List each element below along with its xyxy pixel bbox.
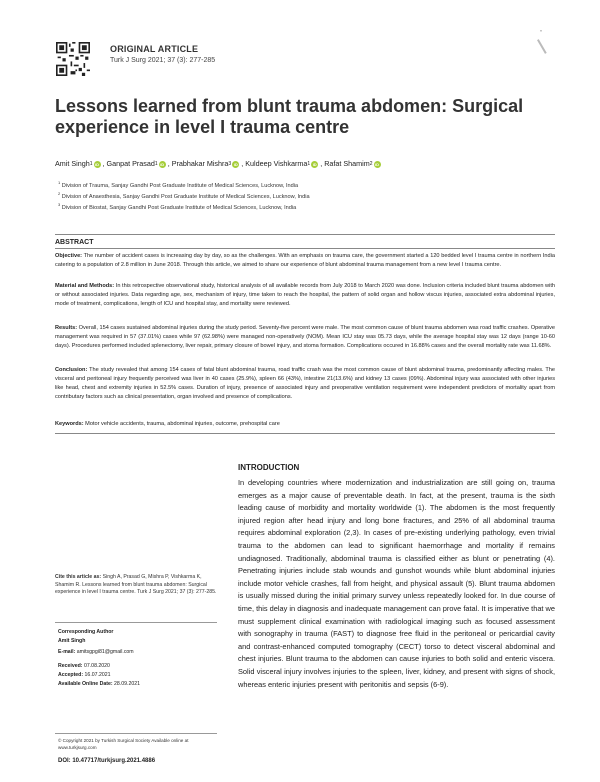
author: Amit Singh 1 iD , [55,159,105,168]
abstract-methods: Material and Methods: In this retrospective observational study, historical analysis of all available records from July 2018 to March 2020 was done. Inclusion criteria included blunt trauma abdomen with or without associated injuries. Data regarding age, sex, mechanism of injury, time taken to reach the hospital, the pattern of solid organ and hollow viscus injuries, associated extra abdominal injuries, mode of treatment, complications, length of ICU and hospital stay, and mortality were reviewed. [55,283,555,307]
doi-link[interactable]: DOI: 10.47717/turkjsurg.2021.4886 [58,758,156,764]
orcid-icon[interactable]: iD [375,161,380,167]
abstract-conclusion: Conclusion: The study revealed that among 154 cases of fatal blunt abdominal trauma, road traffic crash was the most common cause of blunt abdominal trauma, predominantly affecting males. The visceral and peritoneal injury frequently perceived was liver in 40 cases (25.9%), spleen 66 (43%), intestine 21(13.6%) and kidney 13 cases (09%). Abdominal injury was associated with other injuries like head, chest and extremity injuries in 52.5% cases. Duration of injury, presence of associated injury and preoperative ventilation requirement were independent predictors of mortality apart from contributary factors such as clinical presentation, organ involved and presence of complications. [55,367,556,400]
author-name: Ganpat Prasad [106,159,155,168]
available-online-date: Available Online Date: 28.09.2021 [58,681,141,687]
accepted-date: Accepted: 16.07.2021 [58,672,111,678]
qr-code-icon [56,42,90,76]
author: Prabhakar Mishra 3 iD , [171,159,244,168]
affiliation: $^2$ Division of Anaesthesia, Sanjay Gandhi Post Graduate Institute of Medical Sciences, Lucknow, India [58,191,310,200]
corresponding-author-name: Amit Singh [58,638,86,644]
introduction-body: In developing countries where modernization and industrialization are still going on, trauma emerges as a major cause of preventable death. In fact, at the present, trauma is the sixth leading cause of morbidity and mortality worldwide (1). The abdomen is the most frequently injured region after head injury and long bone fractures, and 25% of all abdominal trauma requires abdominal exploration (2,3). In cases of pre-existing underlying pathology, even trivial trauma to the abdomen can lead to significant haemorrhage and mortality if remains undiagnosed. Traditionally, abdominal trauma is classified either as blunt or penetrating (4). Penetrating injuries include stab wounds and gunshot wounds while blunt abdominal injuries include motor vehicle crashes, fall from height, and physical assault (5). Blunt trauma abdomen is usually missed during the initial primary survey unless repeatedly looked for. In due course of time, this delay in diagnosis and inadequate management can prove fatal. It is imperative that we must supplement clinical examination with radiological imaging such as focused assessment with sonography in trauma (FAST) to diagnose free fluid in the peritoneal or pericardial cavity and contrast-enhanced computed tomography (CECT) torso to detect visceral abdominal and chest injuries. Blunt trauma to the abdomen can cause injuries to both solid and enteric viscera. Solid visceral injury involves injuries to the spleen, liver, kidney, and present with signs of shock, whereas enteric injuries present with peritonitis and sepsis (6-9). [238,478,555,689]
author: Kuldeep Vishkarma 1 iD , [245,159,323,168]
author [324,159,382,169]
corresponding-author-heading: Corresponding Author [58,629,114,635]
abstract-objective: Objective: The number of accident cases is increasing day by day, so as the challenges. With an emphasis on trauma care, the government started a 120 bedded level I trauma centre in northern India catering to a population of 2.8 million in June 2018. Through this article, we aimed to share our experience of blunt abdominal trauma management from a new level I trauma centre. [55,253,555,268]
author-affiliation-sup: 1 [307,161,311,167]
received-date: Received: 07.08.2020 [58,663,110,669]
author: Ganpat Prasad 1 iD , [106,159,170,168]
orcid-icon[interactable]: iD [233,161,238,167]
author-name: Kuldeep Vishkarma [245,159,308,168]
orcid-icon[interactable]: iD [312,161,317,167]
svg-text:»: » [539,28,543,33]
divider [55,248,555,249]
divider [55,733,217,734]
abstract-results: Results: Overall, 154 cases sustained abdominal injuries during the study period. Seventy-five percent were male. The most common cause of blunt trauma abdomen was road traffic crashes. Operative management was required in 57 (37.01%) cases while 97 (62.98%) were managed non-operatively (NOM). Mean ICU stay was 05.73 days, while the average hospital stay was 12 days (range 10-60 days). Procedures performed included splenectomy, liver repair, primary closure of bowel injury, and stoma formation. Complications occured in 16.88% cases and the overall mortality rate was 11.68%. [55,325,555,349]
author-affiliation-sup: 1 [154,161,158,167]
email-link[interactable]: amitsgpgi81@gmail.com [76,649,134,655]
journal-citation: Turk J Surg 2021; 37 (3): 277-285 [110,57,216,64]
author-affiliation-sup: 3 [228,161,232,167]
affiliation: $^1$ Division of Trauma, Sanjay Gandhi Post Graduate Institute of Medical Sciences, Lucknow, India [58,180,299,189]
divider [55,622,217,623]
divider [55,433,555,434]
copyright-notice: © Copyright 2021 by Turkish Surgical Society Available online at www.turkjsurg.com [58,738,189,750]
author-list [55,159,555,169]
cite-this-article: Cite this article as: Singh A, Prasad G, Mishra P, Vishkarma K, Shamim R. Lessons learned from blunt trauma abdomen: Surgical experience in level I trauma centre. Turk J Surg 2021; 37 (3): 277-285. [55,574,217,596]
author-name: Amit Singh [55,159,90,168]
orcid-icon[interactable]: iD [160,161,165,167]
corresponding-author-email: E-mail: amitsgpgi81@gmail.com [58,649,134,655]
orcid-icon[interactable]: iD [95,161,100,167]
open-access-icon [531,26,551,68]
divider [55,234,555,235]
author-name: Prabhakar Mishra [171,159,229,168]
author-affiliation-sup: 2 [369,161,373,167]
article-type-label: ORIGINAL ARTICLE [110,44,199,54]
affiliation: $^3$ Division of Biostat, Sanjay Gandhi Post Graduate Institute of Medical Sciences, Lucknow, India [58,202,297,211]
introduction-heading: INTRODUCTION [238,463,300,472]
article-title: Lessons learned from blunt trauma abdomen: Surgical experience in level I trauma centre [55,96,524,137]
abstract-keywords: Keywords: Motor vehicle accidents, trauma, abdominal injuries, outcome, prehospital care [55,421,280,427]
abstract-heading: ABSTRACT [55,239,94,246]
author-affiliation-sup: 1 [89,161,93,167]
author-name: Rafat Shamim [324,159,370,168]
